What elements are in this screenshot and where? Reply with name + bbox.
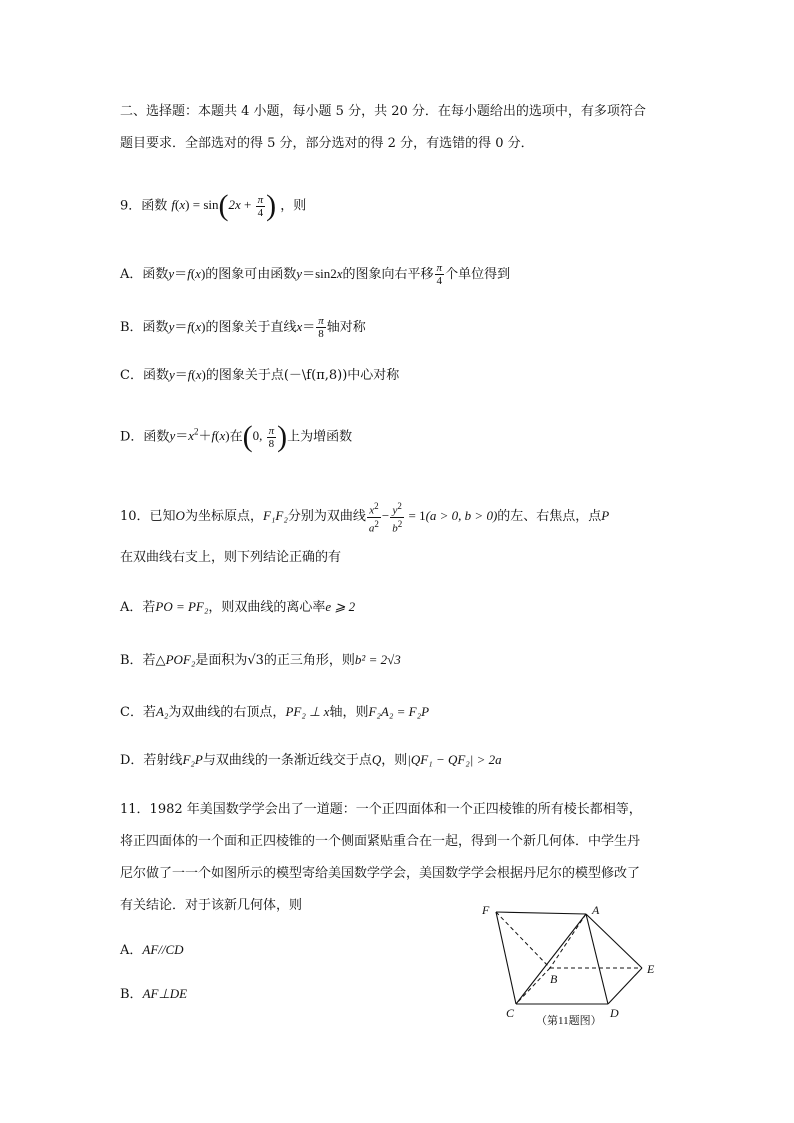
q10-c-perp: PF₂ ⊥ x <box>285 704 330 719</box>
q9-a-post: 个单位得到 <box>445 267 511 282</box>
question-11-line-1: 11．1982 年美国数学学会出了一道题：一个正四面体和一个正四棱锥的所有棱长都相等， <box>120 802 642 817</box>
q10-mid: 为坐标原点， <box>184 509 263 525</box>
q10-option-d <box>120 750 502 771</box>
q10-condition: (a > 0, b > 0) <box>425 508 498 524</box>
q9-c-point: (－\f(π,8)) <box>283 368 348 383</box>
edge-fc <box>496 912 516 1004</box>
label-b: B <box>550 972 558 986</box>
q9-a-pre: A．函数 <box>120 267 169 282</box>
edge-ae <box>586 914 642 968</box>
q10-option-a <box>120 597 355 618</box>
q11-option-b <box>120 984 187 1005</box>
question-9-stem <box>120 189 307 223</box>
q10-b-mid: 是面积为√3的正三角形，则 <box>195 653 355 668</box>
q10-d-mid: 与双曲线的一条渐近线交于点 <box>202 753 372 768</box>
q11-b-pre: B． <box>120 987 143 1002</box>
q10-hyperbola: $\frac{x^2}{a^2}$ − $\frac{y^2}{b^2}$ = 1 <box>368 501 426 535</box>
q9-b-frac: $\frac{\pi}{8}$ <box>318 315 324 340</box>
q10-c-a2: A₂ <box>155 704 169 719</box>
section-instructions-line-2: 题目要求．全部选对的得 5 分，部分选对的得 2 分，有选错的得 0 分． <box>120 136 534 151</box>
label-a: A <box>592 903 600 917</box>
label-e: E <box>647 962 655 976</box>
figure-solid-edges <box>496 912 642 1004</box>
q10-mid2: 分别为双曲线 <box>287 509 366 525</box>
q9-c-mid: 的图象关于点 <box>205 368 284 383</box>
q9-a-mid: 的图象可由函数 <box>205 267 297 282</box>
section-instructions-line-1: 二、选择题：本题共 4 小题，每小题 5 分，共 20 分．在每小题给出的选项中，有多项符合 <box>120 104 646 119</box>
question-10-stem-line-1 <box>120 500 609 534</box>
q10-origin: O <box>175 508 185 524</box>
q9-c-expr1: y＝f(x) <box>168 367 206 382</box>
q9-option-a <box>120 262 510 287</box>
q9-option-c <box>120 365 399 386</box>
q10-b-tri: POF₂ <box>165 652 196 667</box>
q10-a-eq: PO = PF₂ <box>155 599 209 614</box>
q11-option-a <box>120 940 184 961</box>
q9-b-pre: B．函数 <box>120 320 169 335</box>
edge-ac <box>516 914 586 1004</box>
q10-a-mid: ，则双曲线的离心率 <box>208 600 326 615</box>
figure-hidden-edges <box>496 912 642 1004</box>
q10-a-e: e ⩾ 2 <box>325 599 356 614</box>
question-11-line-3: 尼尔做了一一个如图所示的模型寄给美国数学学会，美国数学学会根据丹尼尔的模型修改了 <box>120 866 641 881</box>
q10-b-pre: B．若△ <box>120 653 166 668</box>
edge-ad <box>586 914 608 1004</box>
edge-fb <box>496 912 550 968</box>
q9-d-mid: 在 <box>229 429 243 445</box>
q9-option-b <box>120 315 366 340</box>
q9-b-expr2: x＝ <box>296 319 316 334</box>
q9-c-post: 中心对称 <box>347 368 400 383</box>
geometry-figure <box>478 900 678 1030</box>
q10-c-mid2: 轴，则 <box>329 705 369 720</box>
q10-option-c <box>120 702 429 723</box>
q9-c-pre: C．函数 <box>120 368 169 383</box>
q9-b-post: 轴对称 <box>326 320 366 335</box>
q11-a-eq: AF//CD <box>142 942 184 957</box>
q10-pre: 10．已知 <box>120 509 176 525</box>
q10-d-mid2: ，则 <box>381 753 408 768</box>
question-10-stem-line-2: 在双曲线右支上，则下列结论正确的有 <box>120 550 342 565</box>
question-11-line-2: 将正四面体的一个面和正四棱锥的一个侧面紧贴重合在一起，得到一个新几何体．中学生丹 <box>120 834 641 849</box>
q10-d-pre: D．若射线 <box>120 753 183 768</box>
q10-post: 的左、右焦点，点 <box>497 509 602 525</box>
edge-de <box>608 968 642 1004</box>
q10-d-ray: F₂P <box>182 752 203 767</box>
q9-a-mid2: 的图象向右平移 <box>342 267 434 282</box>
q9-option-d <box>120 420 353 454</box>
edge-bc <box>516 968 550 1004</box>
label-f: F <box>482 903 490 917</box>
q10-foci: F₁F₂ <box>262 508 288 524</box>
figure-caption: （第11题图） <box>536 1015 602 1027</box>
question-11-line-4: 有关结论．对于该新几何体，则 <box>120 898 303 913</box>
q9-a-frac: $\frac{\pi}{4}$ <box>436 262 443 287</box>
q9-prefix: 9．函数 <box>120 198 168 214</box>
q9-d-expr: $y=x^2+f(x)$ <box>169 427 230 444</box>
q9-b-mid: 的图象关于直线 <box>205 320 297 335</box>
q10-a-pre: A．若 <box>120 600 156 615</box>
label-d: D <box>610 1006 619 1020</box>
edge-fa <box>496 912 586 914</box>
q11-b-eq: AF⊥DE <box>142 986 188 1001</box>
q10-c-mid: 为双曲线的右顶点， <box>168 705 286 720</box>
q9-b-expr1: y＝f(x) <box>168 319 206 334</box>
q9-d-interval: (0, $\frac{\pi}{8}$ ) <box>242 420 288 454</box>
edge-ab <box>550 914 586 968</box>
q10-c-pre: C．若 <box>120 705 156 720</box>
q9-d-post: 上为增函数 <box>287 429 353 445</box>
q9-suffix: ，则 <box>280 198 307 214</box>
q9-a-expr1: y＝f(x) <box>168 266 206 281</box>
q10-point-p: P <box>601 508 610 524</box>
q11-a-pre: A． <box>120 943 143 958</box>
q9-a-expr2: y＝sin2x <box>296 266 343 281</box>
q9-function: f(x) = sin(2x + $\frac{\pi}{4}$ ) <box>171 189 277 223</box>
q10-d-eq: |QF₁ − QF₂| > 2a <box>407 752 502 767</box>
label-c: C <box>506 1006 515 1020</box>
q10-c-eq: F₂A₂ = F₂P <box>368 704 430 719</box>
q9-d-pre: D．函数 <box>120 429 170 445</box>
q10-option-b <box>120 650 401 671</box>
q10-d-q: Q <box>371 752 382 767</box>
q10-b-eq: b² = 2√3 <box>354 652 401 667</box>
